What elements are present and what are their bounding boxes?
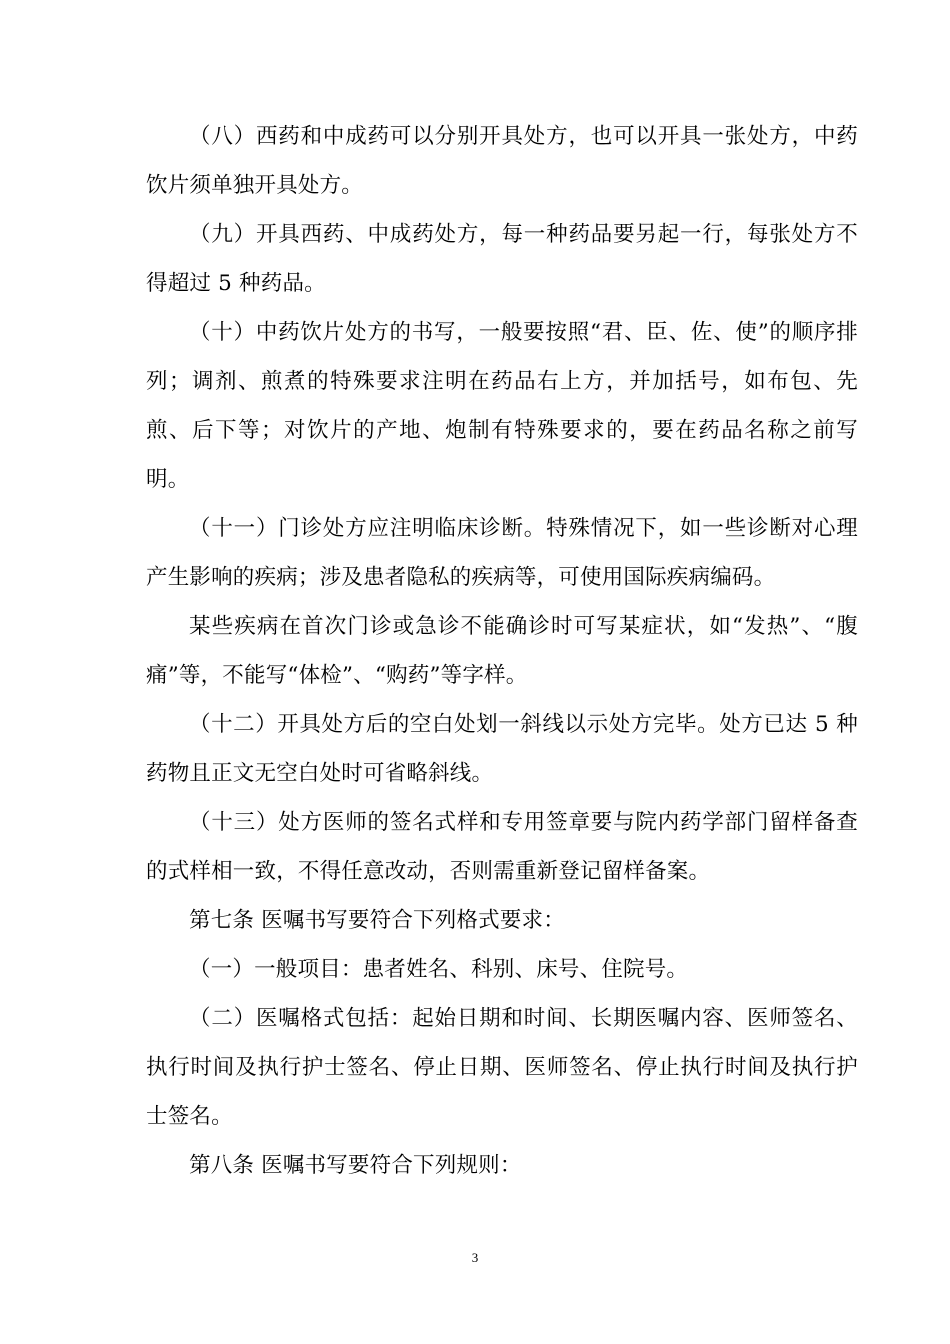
- paragraph-item-12: （十二）开具处方后的空白处划一斜线以示处方完毕。处方已达 5 种药物且正文无空白处时可省略斜线。: [146, 712, 858, 786]
- paragraph-symptom-note: 某些疾病在首次门诊或急诊不能确诊时可写某症状，如“发热”、“腹痛”等，不能写“体检”、“购药”等字样。: [146, 614, 858, 688]
- paragraph-article-7-item-2: （二）医嘱格式包括：起始日期和时间、长期医嘱内容、医师签名、执行时间及执行护士签名、停止日期、医师签名、停止执行时间及执行护士签名。: [146, 1006, 858, 1129]
- paragraph-item-13: （十三）处方医师的签名式样和专用签章要与院内药学部门留样备查的式样相一致，不得任意改动，否则需重新登记留样备案。: [146, 810, 858, 884]
- paragraph-item-11: （十一）门诊处方应注明临床诊断。特殊情况下，如一些诊断对心理产生影响的疾病；涉及患者隐私的疾病等，可使用国际疾病编码。: [146, 516, 858, 590]
- paragraph-article-7-item-1: （一）一般项目：患者姓名、科别、床号、住院号。: [189, 957, 689, 982]
- paragraph-item-9: （九）开具西药、中成药处方，每一种药品要另起一行，每张处方不得超过 5 种药品。: [146, 222, 858, 296]
- article-7-heading: 第七条 医嘱书写要符合下列格式要求：: [189, 908, 565, 933]
- paragraph-item-10: （十）中药饮片处方的书写，一般要按照“君、臣、佐、使”的顺序排列；调剂、煎煮的特殊要求注明在药品右上方，并加括号，如布包、先煎、后下等；对饮片的产地、炮制有特殊要求的，要在药品名称之前写明。: [146, 320, 858, 492]
- document-body: [146, 112, 858, 1190]
- article-8-heading: 第八条 医嘱书写要符合下列规则：: [189, 1153, 522, 1178]
- paragraph-item-8: （八）西药和中成药可以分别开具处方，也可以开具一张处方，中药饮片须单独开具处方。: [146, 124, 858, 198]
- page-number: 3: [471, 1250, 479, 1265]
